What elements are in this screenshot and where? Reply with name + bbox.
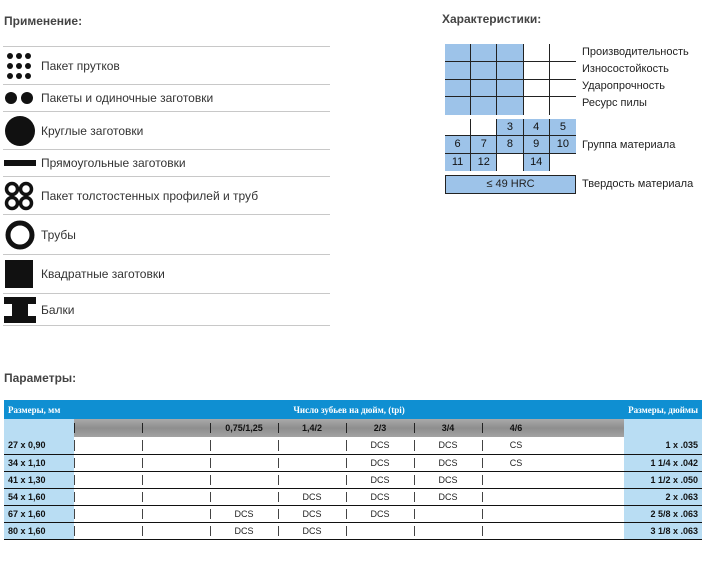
tooth-profile-value: DCS	[302, 508, 322, 519]
material-group-cell: 14	[524, 154, 550, 171]
rating-cell	[497, 97, 523, 115]
application-item-label: Пакет прутков	[41, 58, 120, 73]
table-gap-cell	[550, 522, 624, 539]
material-group-label: Группа материала	[582, 139, 676, 151]
table-cell	[210, 488, 278, 505]
round-stock-icon	[3, 112, 37, 149]
size-inch: 3 1/8 x .063	[624, 522, 702, 539]
table-cell	[278, 505, 346, 522]
characteristics-heading: Характеристики:	[442, 12, 542, 26]
size-mm: 41 x 1,30	[4, 471, 74, 488]
tube-icon	[3, 215, 37, 254]
application-item-label: Круглые заготовки	[41, 123, 144, 138]
rating-label: Ресурс пилы	[582, 97, 647, 109]
table-cell	[142, 505, 210, 522]
application-item-thick-tubes-bundle	[3, 177, 330, 215]
tooth-profile-value: DCS	[234, 525, 254, 536]
table-gap-cell	[550, 471, 624, 488]
rating-cell	[471, 97, 497, 115]
table-cell	[74, 505, 142, 522]
header-mm: Размеры, мм	[4, 400, 74, 419]
table-row	[4, 454, 702, 471]
table-cell	[346, 522, 414, 539]
tooth-profile-value: DCS	[438, 457, 458, 468]
tpi-column	[482, 419, 550, 437]
rating-cell	[471, 80, 497, 98]
tpi-columns-row	[4, 419, 702, 437]
table-cell	[278, 437, 346, 454]
rating-cell	[471, 62, 497, 80]
table-cell	[74, 522, 142, 539]
tooth-profile-value: DCS	[370, 474, 390, 485]
size-inch: 2 x .063	[624, 488, 702, 505]
tpi-column-label: 0,75/1,25	[225, 423, 263, 433]
table-gap-cell	[550, 454, 624, 471]
size-mm: 67 x 1,60	[4, 505, 74, 522]
table-cell	[210, 437, 278, 454]
tpi-side-cell	[624, 419, 702, 437]
table-gap-cell	[550, 505, 624, 522]
table-cell	[142, 488, 210, 505]
table-cell	[278, 488, 346, 505]
table-cell	[278, 522, 346, 539]
table-row	[4, 488, 702, 505]
application-list	[3, 46, 330, 326]
table-cell	[74, 454, 142, 471]
table-cell	[482, 488, 550, 505]
table-cell	[210, 454, 278, 471]
rating-cell	[524, 80, 550, 98]
rating-cell	[497, 62, 523, 80]
tpi-column	[278, 419, 346, 437]
table-cell	[482, 471, 550, 488]
table-gap-cell	[550, 488, 624, 505]
rectangular-stock-icon	[3, 150, 37, 176]
application-item-round-stock	[3, 112, 330, 150]
tpi-column-label: 1,4/2	[301, 423, 323, 433]
parameters-heading: Параметры:	[4, 371, 77, 385]
size-mm: 80 x 1,60	[4, 522, 74, 539]
table-cell	[74, 488, 142, 505]
table-cell	[142, 471, 210, 488]
ratings-grid	[445, 44, 576, 115]
tpi-column	[142, 419, 210, 437]
tooth-profile-value: DCS	[370, 508, 390, 519]
rating-cell	[550, 62, 576, 80]
application-item-label: Трубы	[41, 227, 76, 242]
rating-cell	[497, 80, 523, 98]
size-inch: 2 5/8 x .063	[624, 505, 702, 522]
table-cell	[74, 471, 142, 488]
table-row	[4, 505, 702, 522]
rating-cell	[445, 97, 471, 115]
table-cell	[482, 437, 550, 454]
header-inch: Размеры, дюймы	[624, 400, 702, 419]
tpi-column	[74, 419, 142, 437]
table-cell	[346, 488, 414, 505]
application-item-label: Пакеты и одиночные заготовки	[41, 91, 214, 105]
application-item-label: Пакет толстостенных профилей и труб	[41, 188, 259, 203]
tooth-profile-value: DCS	[370, 457, 390, 468]
rating-label: Износостойкость	[582, 63, 669, 75]
table-cell	[414, 522, 482, 539]
rating-cell	[445, 80, 471, 98]
application-item-label: Балки	[41, 302, 75, 317]
rating-cell	[550, 97, 576, 115]
material-group-cell	[471, 119, 497, 136]
application-item-beam	[3, 294, 330, 326]
size-inch: 1 1/2 x .050	[624, 471, 702, 488]
tooth-profile-value: DCS	[302, 525, 322, 536]
table-cell	[210, 471, 278, 488]
hardness-value: ≤ 49 HRC	[445, 175, 576, 194]
parameters-header-row	[4, 400, 702, 419]
rating-cell	[445, 62, 471, 80]
size-mm: 27 x 0,90	[4, 437, 74, 454]
tooth-profile-value: DCS	[370, 491, 390, 502]
rating-label: Ударопрочность	[582, 80, 666, 92]
application-item-tube	[3, 215, 330, 255]
material-group-cell	[550, 154, 576, 171]
square-stock-icon	[3, 255, 37, 293]
material-group-cell: 12	[471, 154, 497, 171]
material-group-cell: 10	[550, 136, 576, 153]
material-group-cell	[445, 119, 471, 136]
tooth-profile-value: DCS	[438, 440, 458, 451]
application-item-bundles-single	[3, 85, 330, 112]
table-cell	[210, 505, 278, 522]
tooth-profile-value: DCS	[302, 491, 322, 502]
table-row	[4, 437, 702, 454]
material-group-cell: 4	[524, 119, 550, 136]
hardness-label: Твердость материала	[582, 178, 694, 190]
material-group-cell: 7	[471, 136, 497, 153]
rating-cell	[524, 97, 550, 115]
tpi-column	[210, 419, 278, 437]
tpi-column	[346, 419, 414, 437]
header-tpi: Число зубьев на дюйм, (tpi)	[74, 400, 624, 419]
table-cell	[346, 505, 414, 522]
tpi-column-label: 2/3	[373, 423, 387, 433]
rating-cell	[471, 44, 497, 62]
table-gap-cell	[550, 437, 624, 454]
table-cell	[414, 505, 482, 522]
table-cell	[414, 437, 482, 454]
bundles-single-icon	[3, 85, 37, 111]
tooth-profile-value: DCS	[234, 508, 254, 519]
material-group-cell: 6	[445, 136, 471, 153]
tooth-profile-value: CS	[509, 440, 523, 451]
rating-cell	[497, 44, 523, 62]
table-cell	[414, 454, 482, 471]
beam-icon	[3, 294, 37, 325]
table-cell	[482, 454, 550, 471]
table-cell	[346, 454, 414, 471]
table-cell	[414, 488, 482, 505]
application-item-square-stock	[3, 255, 330, 294]
application-item-label: Прямоугольные заготовки	[41, 156, 186, 170]
application-heading: Применение:	[4, 14, 83, 28]
table-cell	[346, 471, 414, 488]
application-item-label: Квадратные заготовки	[41, 267, 165, 281]
table-cell	[278, 471, 346, 488]
tooth-profile-value: DCS	[370, 440, 390, 451]
thick-tubes-bundle-icon	[3, 177, 37, 214]
material-group-cell: 8	[497, 136, 523, 153]
size-inch: 1 1/4 x .042	[624, 454, 702, 471]
material-group-cell: 11	[445, 154, 471, 171]
tpi-column	[414, 419, 482, 437]
material-group-grid	[445, 119, 576, 171]
tooth-profile-value: DCS	[438, 474, 458, 485]
tooth-profile-value: DCS	[438, 491, 458, 502]
rating-cell	[524, 62, 550, 80]
tpi-side-cell	[4, 419, 74, 437]
rating-cell	[524, 44, 550, 62]
bundle-bars-icon	[3, 47, 37, 84]
material-group-cell: 9	[524, 136, 550, 153]
application-item-rectangular-stock	[3, 150, 330, 177]
table-cell	[74, 437, 142, 454]
tpi-column-label: 4/6	[509, 423, 523, 433]
size-inch: 1 x .035	[624, 437, 702, 454]
tooth-profile-value: CS	[509, 457, 523, 468]
table-cell	[414, 471, 482, 488]
rating-cell	[550, 44, 576, 62]
table-row	[4, 522, 702, 539]
tpi-column-label: 3/4	[441, 423, 455, 433]
rating-label: Производительность	[582, 46, 689, 58]
table-cell	[142, 454, 210, 471]
size-mm: 54 x 1,60	[4, 488, 74, 505]
tpi-gap-cell	[550, 419, 624, 437]
table-cell	[142, 437, 210, 454]
parameters-table	[4, 400, 702, 540]
material-group-cell: 3	[497, 119, 523, 136]
material-group-cell: 5	[550, 119, 576, 136]
table-cell	[278, 454, 346, 471]
table-cell	[142, 522, 210, 539]
application-item-bundle-bars	[3, 46, 330, 85]
rating-cell	[445, 44, 471, 62]
rating-cell	[550, 80, 576, 98]
table-cell	[482, 505, 550, 522]
table-cell	[210, 522, 278, 539]
material-group-cell	[497, 154, 523, 171]
table-cell	[482, 522, 550, 539]
table-cell	[346, 437, 414, 454]
size-mm: 34 x 1,10	[4, 454, 74, 471]
table-row	[4, 471, 702, 488]
